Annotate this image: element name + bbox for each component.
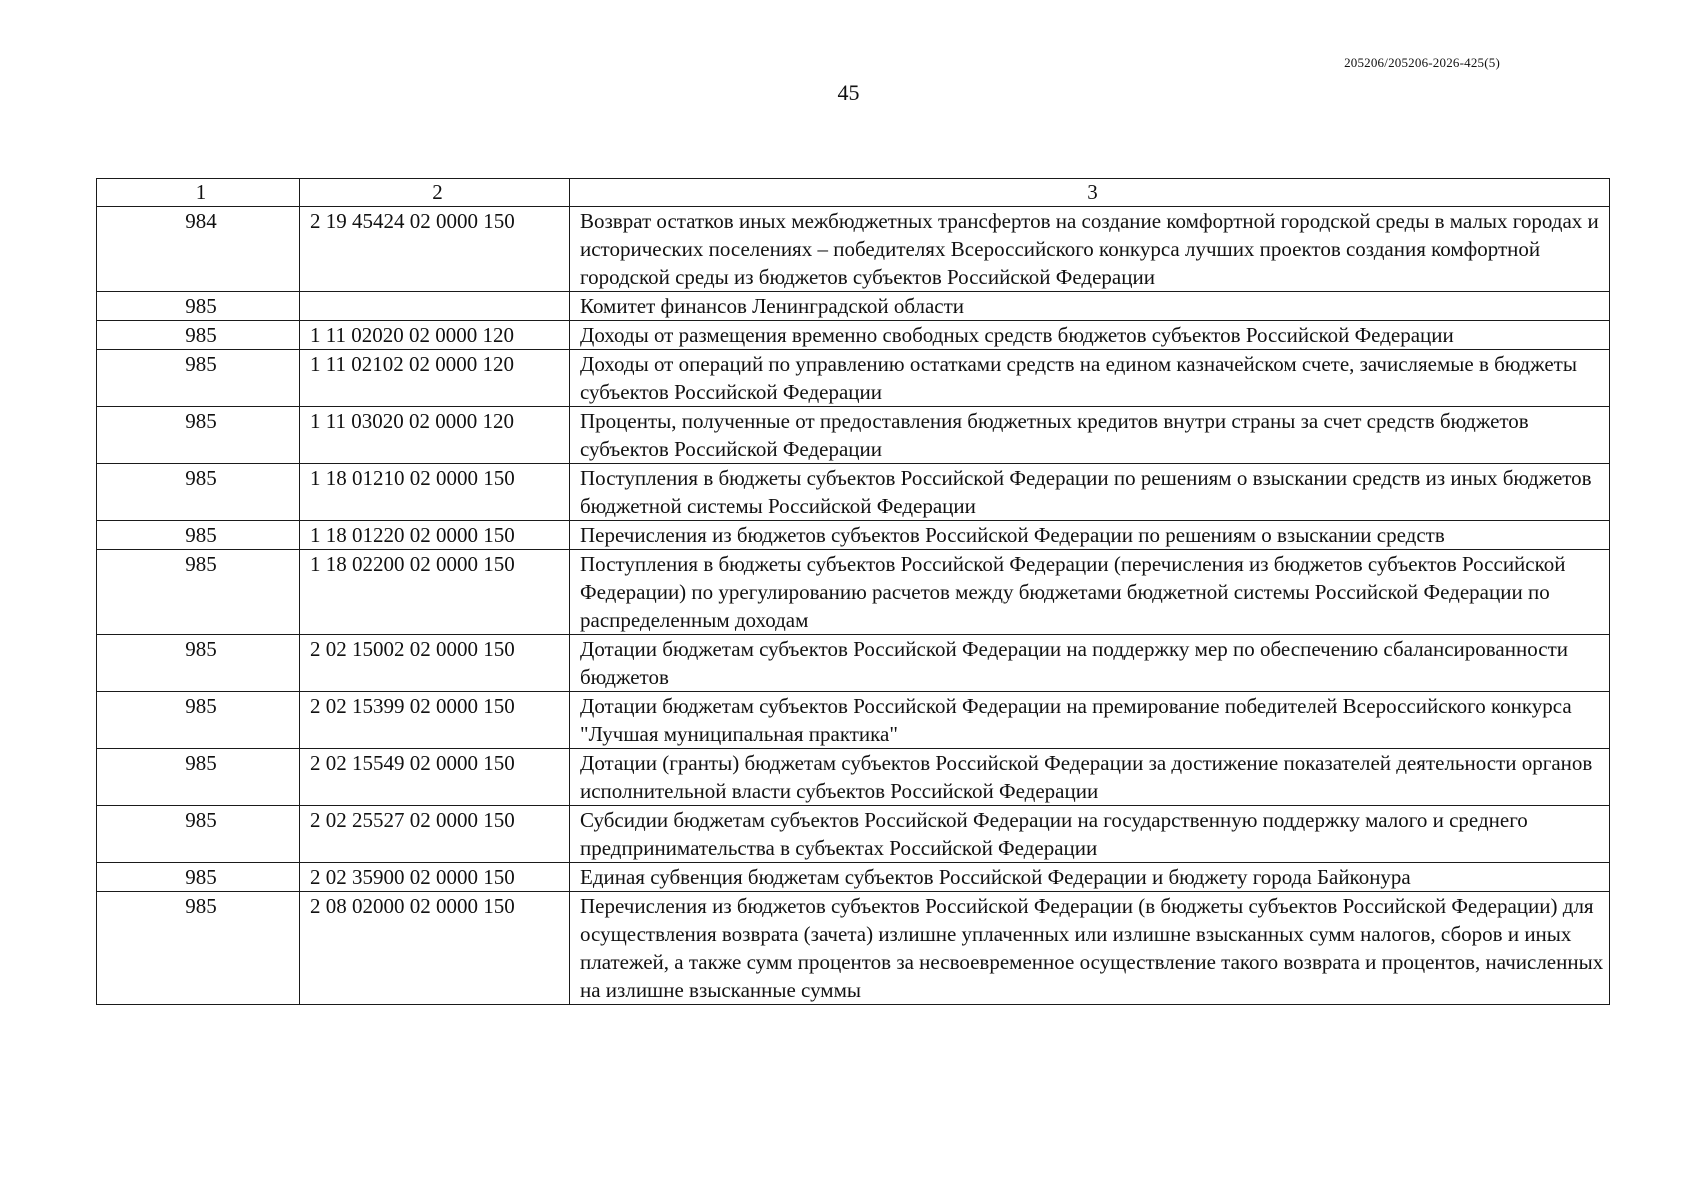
table-row <box>97 464 1610 521</box>
revenue-name-cell: Доходы от размещения временно свободных средств бюджетов субъектов Российской Федерации <box>570 321 1610 350</box>
admin-code-cell: 985 <box>97 350 300 407</box>
revenue-name-cell: Перечисления из бюджетов субъектов Российской Федерации по решениям о взыскании средств <box>570 521 1610 550</box>
budget-code-cell: 1 11 02102 02 0000 120 <box>300 350 570 407</box>
budget-code-cell: 2 02 35900 02 0000 150 <box>300 863 570 892</box>
table-row <box>97 207 1610 292</box>
admin-code-cell: 985 <box>97 292 300 321</box>
revenue-name-cell: Поступления в бюджеты субъектов Российской Федерации (перечисления из бюджетов субъектов Российской Федерации) по урегулированию расчетов между бюджетами бюджетной системы Российской Федерации по распределенным доходам <box>570 550 1610 635</box>
column-header-2: 2 <box>300 179 570 207</box>
table-row <box>97 692 1610 749</box>
budget-code-cell: 2 02 25527 02 0000 150 <box>300 806 570 863</box>
table-row <box>97 863 1610 892</box>
revenue-name-cell: Субсидии бюджетам субъектов Российской Федерации на государственную поддержку малого и среднего предпринимательства в субъектах Российской Федерации <box>570 806 1610 863</box>
admin-code-cell: 985 <box>97 464 300 521</box>
budget-code-cell: 2 08 02000 02 0000 150 <box>300 892 570 1005</box>
revenue-name-cell: Дотации бюджетам субъектов Российской Федерации на премирование победителей Всероссийского конкурса "Лучшая муниципальная практика" <box>570 692 1610 749</box>
table-row <box>97 635 1610 692</box>
budget-code-cell: 2 02 15002 02 0000 150 <box>300 635 570 692</box>
admin-code-cell: 985 <box>97 407 300 464</box>
column-header-1: 1 <box>97 179 300 207</box>
revenue-name-cell: Перечисления из бюджетов субъектов Российской Федерации (в бюджеты субъектов Российской Федерации) для осуществления возврата (зачета) излишне уплаченных или излишне взысканных сумм налогов, сборов и иных платежей, а также сумм процентов за несвоевременное осуществление такого возврата и процентов, начисленных на излишне взысканные суммы <box>570 892 1610 1005</box>
budget-code-cell: 1 18 01220 02 0000 150 <box>300 521 570 550</box>
budget-code-cell: 2 02 15549 02 0000 150 <box>300 749 570 806</box>
table-row <box>97 749 1610 806</box>
revenue-name-cell: Дотации (гранты) бюджетам субъектов Российской Федерации за достижение показателей деятельности органов исполнительной власти субъектов Российской Федерации <box>570 749 1610 806</box>
budget-code-cell: 2 19 45424 02 0000 150 <box>300 207 570 292</box>
table-row <box>97 550 1610 635</box>
revenue-name-cell: Доходы от операций по управлению остатками средств на едином казначейском счете, зачисляемые в бюджеты субъектов Российской Федерации <box>570 350 1610 407</box>
table-header <box>97 179 1610 207</box>
admin-code-cell: 985 <box>97 635 300 692</box>
table-row <box>97 521 1610 550</box>
revenue-name-cell: Дотации бюджетам субъектов Российской Федерации на поддержку мер по обеспечению сбалансированности бюджетов <box>570 635 1610 692</box>
budget-code-cell: 1 11 03020 02 0000 120 <box>300 407 570 464</box>
budget-code-cell: 1 18 02200 02 0000 150 <box>300 550 570 635</box>
table-row <box>97 806 1610 863</box>
admin-code-cell: 985 <box>97 321 300 350</box>
admin-code-cell: 985 <box>97 550 300 635</box>
revenue-name-cell: Поступления в бюджеты субъектов Российской Федерации по решениям о взыскании средств из иных бюджетов бюджетной системы Российской Федерации <box>570 464 1610 521</box>
table-body <box>97 207 1610 1005</box>
page-number: 45 <box>837 80 860 105</box>
table-header-row <box>97 179 1610 207</box>
column-header-3: 3 <box>570 179 1610 207</box>
table-row <box>97 407 1610 464</box>
table-row <box>97 292 1610 321</box>
admin-code-cell: 985 <box>97 863 300 892</box>
table-row <box>97 350 1610 407</box>
budget-code-cell: 1 11 02020 02 0000 120 <box>300 321 570 350</box>
budget-revenue-table <box>96 178 1610 1005</box>
budget-code-cell: 2 02 15399 02 0000 150 <box>300 692 570 749</box>
admin-code-cell: 985 <box>97 806 300 863</box>
budget-code-cell <box>300 292 570 321</box>
admin-code-cell: 985 <box>97 692 300 749</box>
table-row <box>97 892 1610 1005</box>
table-row <box>97 321 1610 350</box>
admin-code-cell: 985 <box>97 749 300 806</box>
document-id: 205206/205206-2026-425(5) <box>1344 55 1500 70</box>
admin-code-cell: 985 <box>97 521 300 550</box>
revenue-name-cell: Единая субвенция бюджетам субъектов Российской Федерации и бюджету города Байконура <box>570 863 1610 892</box>
revenue-name-cell: Комитет финансов Ленинградской области <box>570 292 1610 321</box>
budget-code-cell: 1 18 01210 02 0000 150 <box>300 464 570 521</box>
revenue-name-cell: Проценты, полученные от предоставления бюджетных кредитов внутри страны за счет средств бюджетов субъектов Российской Федерации <box>570 407 1610 464</box>
revenue-name-cell: Возврат остатков иных межбюджетных трансфертов на создание комфортной городской среды в малых городах и исторических поселениях – победителях Всероссийского конкурса лучших проектов создания комфортной городской среды из бюджетов субъектов Российской Федерации <box>570 207 1610 292</box>
admin-code-cell: 985 <box>97 892 300 1005</box>
admin-code-cell: 984 <box>97 207 300 292</box>
